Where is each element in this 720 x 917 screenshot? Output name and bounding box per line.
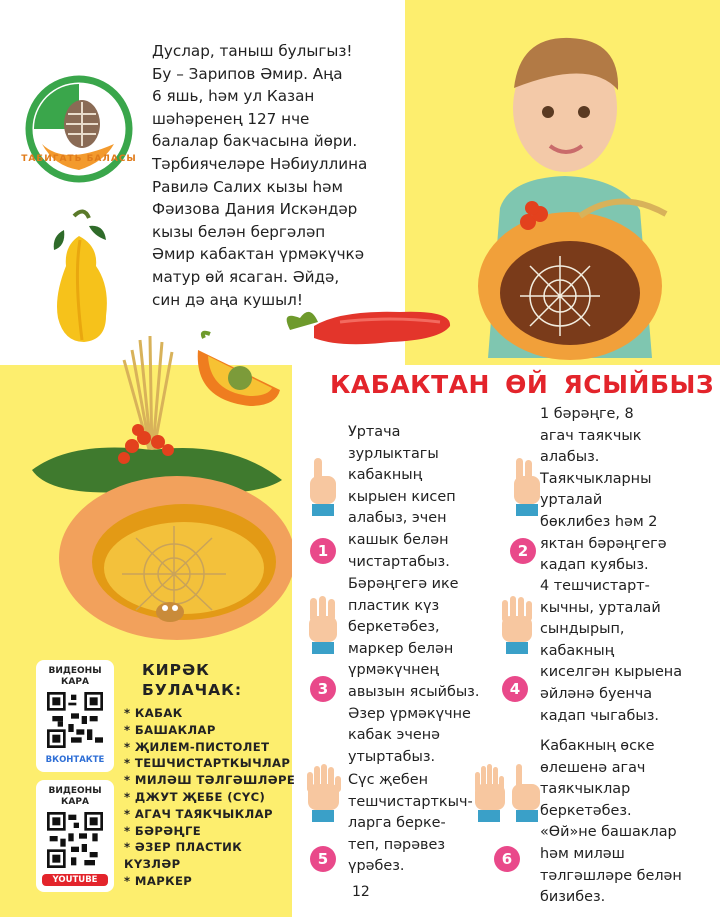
step-line: Уртача (348, 424, 401, 440)
step-number-badge: 2 (510, 538, 536, 564)
step-line: чистартабыз. (348, 553, 450, 570)
qr-label-line: КАРА (61, 677, 89, 687)
hands-six-fingers-icon (474, 764, 544, 824)
step-line: Әзер үрмәкүчне (348, 705, 471, 722)
hand-five-fingers-icon (306, 764, 342, 824)
step-number-badge: 3 (310, 676, 336, 702)
materials-title-line: КИРӘК (142, 661, 210, 679)
step-line: бизибез. (540, 889, 606, 906)
step-line: кадап чыгабыз. (540, 707, 659, 724)
step-line: әйләнә буенча (540, 685, 653, 702)
list-item: * МИЛӘШ ТӘЛГӘШЛӘРЕ (124, 772, 295, 789)
step-line: бөклибез һәм 2 (540, 513, 658, 530)
step-line: өлешенә агач (540, 759, 646, 776)
hand-three-fingers-icon (306, 596, 342, 656)
intro-line: Әмир кабактан үрмәкүчкә (152, 245, 365, 264)
step-line: сындырып, (540, 621, 625, 638)
intro-line: 6 яшь, һәм ул Казан (152, 87, 315, 106)
qr-code-icon (47, 692, 103, 748)
intro-line: Дуслар, таныш булыгыз! (152, 42, 353, 60)
step-line: Сүс җебен (348, 772, 429, 788)
step-line: кашык белән (348, 531, 449, 548)
qr-label (36, 786, 114, 808)
page-number: 12 (352, 884, 370, 900)
step-line: агач таякчык (540, 427, 642, 444)
step-line: тешчистарткыч- (348, 793, 473, 810)
materials-list (124, 705, 295, 890)
intro-line: син дә аңа кушыл! (152, 290, 303, 309)
qr-code-icon (47, 812, 103, 868)
intro-line: Тәрбиячеләре Нәбиуллина (152, 154, 368, 173)
list-item: * ДЖУТ ҖЕБЕ (СҮС) (124, 789, 295, 806)
step-3-text (348, 574, 498, 768)
step-line: үрәбез. (348, 858, 405, 875)
pinecone-logo (24, 74, 134, 184)
step-number-badge: 1 (310, 538, 336, 564)
step-line: кабак эченә (348, 727, 440, 744)
step-line: яктан бәрәңгегә (540, 535, 667, 552)
materials-title (142, 660, 242, 700)
step-line: беркетәбез. (540, 802, 632, 819)
step-line: 4 тешчистарт- (540, 578, 650, 594)
step-line: «Өй»не башаклар (540, 824, 677, 841)
step-line: авызын ясыйбыз. (348, 683, 480, 700)
step-number-badge: 4 (502, 676, 528, 702)
step-line: Таякчыкларны (540, 470, 652, 487)
step-line: 1 бәрәңге, 8 (540, 406, 634, 422)
list-item: * ӘЗЕР ПЛАСТИК КҮЗЛӘР (124, 839, 292, 873)
step-line: Кабакның өске (540, 738, 655, 754)
step-1-text (348, 422, 478, 573)
boy-with-pumpkin-photo (470, 18, 670, 363)
step-number-badge: 5 (310, 846, 336, 872)
qr-label-line: КАРА (61, 797, 89, 807)
step-5-text (348, 770, 474, 878)
list-item: * БАШАКЛАР (124, 722, 295, 739)
step-line: һәм миләш (540, 845, 625, 862)
qr-youtube[interactable] (36, 780, 114, 892)
step-line: алабыз, эчен (348, 510, 447, 527)
qr-label (36, 666, 114, 688)
step-line: үрмәкүчнең (348, 662, 439, 679)
intro-line: балалар бакчасына йөри. (152, 132, 358, 151)
step-line: тәлгәшләре белән (540, 867, 682, 884)
yellow-squash-illustration (44, 206, 114, 346)
step-4-text (540, 576, 690, 727)
logo-caption: ТАБИГАТЬ БАЛАСЫ (21, 154, 137, 164)
intro-line: шәһәренең 127 нче (152, 109, 310, 128)
vkontakte-tag: ВКОНТАКТЕ (42, 754, 108, 766)
step-line: беркетәбез, (348, 619, 440, 636)
step-2-text (540, 404, 690, 577)
step-line: таякчыклар (540, 781, 631, 798)
step-line: маркер белән (348, 640, 454, 657)
materials-title-line: БУЛАЧАК: (142, 681, 243, 699)
red-pepper-illustration (280, 300, 455, 362)
step-line: алабыз. (540, 449, 600, 466)
intro-line: матур өй ясаган. Әйдә, (152, 267, 340, 286)
intro-line: Бу – Зарипов Әмир. Аңа (152, 64, 343, 83)
step-line: теп, пәрәвез (348, 836, 446, 853)
qr-label-line: ВИДЕОНЫ (48, 786, 102, 796)
step-line: кадап куябыз. (540, 557, 649, 574)
step-line: Бәрәңгегә ике (348, 576, 459, 592)
step-line: кычны, урталай (540, 599, 661, 616)
step-line: пластик күз (348, 597, 440, 614)
step-line: киселгән кырыена (540, 664, 683, 681)
intro-line: кызы белән бергәләп (152, 222, 326, 241)
page-title: КАБАКТАН ӨЙ ЯСЫЙБЫЗ (330, 370, 715, 399)
list-item: * МАРКЕР (124, 873, 295, 890)
qr-label-line: ВИДЕОНЫ (48, 666, 102, 676)
list-item: * КАБАК (124, 705, 295, 722)
step-6-text (540, 736, 690, 909)
intro-line: Равилә Салих кызы һәм (152, 177, 343, 196)
hand-four-fingers-icon (500, 596, 536, 656)
intro-text (152, 40, 390, 311)
step-number-badge: 6 (494, 846, 520, 872)
step-line: кырыен кисеп (348, 488, 456, 505)
intro-line: Фәизова Дания Искәндәр (152, 200, 358, 219)
step-line: зурлыктагы (348, 445, 439, 462)
youtube-tag: YOUTUBE (42, 874, 108, 886)
step-line: урталай (540, 492, 603, 509)
list-item: * БӘРӘҢГЕ (124, 823, 295, 840)
qr-vkontakte[interactable] (36, 660, 114, 772)
step-line: ларга берке- (348, 815, 446, 832)
step-line: утыртабыз. (348, 748, 436, 765)
list-item: * ҖИЛЕМ-ПИСТОЛЕТ (124, 739, 295, 756)
hand-one-finger-icon (306, 458, 342, 518)
step-line: кабакның (540, 642, 615, 659)
step-line: кабакның (348, 467, 423, 484)
list-item: * ТЕШЧИСТАРТКЫЧЛАР (124, 755, 295, 772)
list-item: * АГАЧ ТАЯКЧЫКЛАР (124, 806, 295, 823)
pumpkin-spider-house-photo (12, 330, 292, 648)
